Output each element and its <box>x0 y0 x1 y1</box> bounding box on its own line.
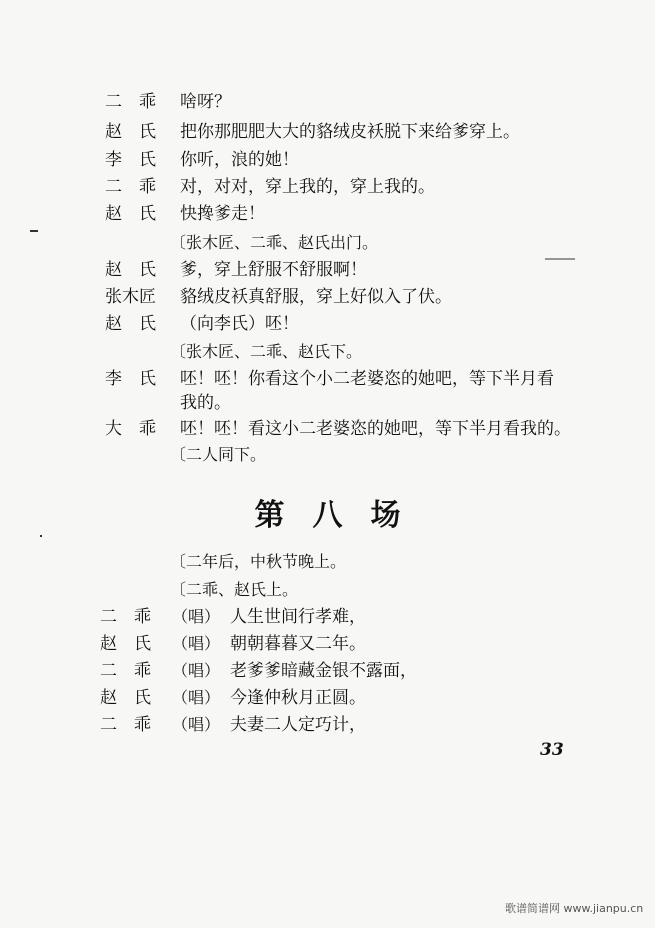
speaker: 二 乖 <box>100 661 151 681</box>
song-line-2 <box>0 629 655 659</box>
line-text: 呸！呸！看这小二老婆恣的她吧，等下半月看我的。 <box>180 419 571 439</box>
speaker: 李 氏 <box>105 369 156 389</box>
line-text: 啥呀？ <box>180 92 231 112</box>
song-line-3 <box>0 656 655 686</box>
page-number: 33 <box>540 740 564 760</box>
verse-text: 夫妻二人定巧计， <box>230 715 366 735</box>
sing-mark: （唱） <box>172 607 221 626</box>
speaker: 赵 氏 <box>105 260 156 280</box>
line-text: （向李氏）呸！ <box>180 314 299 334</box>
speaker: 张木匠 <box>105 287 156 307</box>
line-text: 貉绒皮袄真舒服，穿上好似入了伏。 <box>180 287 452 307</box>
song-line-1 <box>0 602 655 632</box>
sing-mark: （唱） <box>172 715 221 734</box>
verse-text: 人生世间行孝难， <box>230 607 366 627</box>
song-line-4 <box>0 683 655 713</box>
dialogue-line-4 <box>0 172 655 202</box>
verse-text: 今逢仲秋月正圆。 <box>230 688 366 708</box>
stage-text: 〔张木匠、二乖、赵氏下。 <box>170 342 363 361</box>
speaker: 李 氏 <box>105 150 156 170</box>
scene-title: 第八场 <box>254 498 429 533</box>
line-text: 对，对对，穿上我的，穿上我的。 <box>180 177 435 197</box>
scan-speck <box>30 230 38 232</box>
sing-mark: （唱） <box>172 688 221 707</box>
speaker: 二 乖 <box>100 715 151 735</box>
stage-text: 〔二乖、赵氏上。 <box>170 580 299 599</box>
speaker: 二 乖 <box>100 607 151 627</box>
line-text: 呸！呸！你看这个小二老婆恣的她吧，等下半月看 <box>180 369 554 389</box>
stage-text: 〔二人同下。 <box>170 445 267 464</box>
speaker: 赵 氏 <box>100 634 151 654</box>
stage-direction <box>0 547 655 577</box>
line-text: 爹，穿上舒服不舒服啊！ <box>180 260 367 280</box>
dialogue-line-3 <box>0 145 655 175</box>
dialogue-line-9 <box>0 309 655 339</box>
speaker: 二 乖 <box>105 92 156 112</box>
dialogue-line-5 <box>0 199 655 229</box>
stage-text: 〔张木匠、二乖、赵氏出门。 <box>170 233 379 252</box>
speaker: 大 乖 <box>105 419 156 439</box>
line-text: 把你那肥肥大大的貉绒皮袄脱下来给爹穿上。 <box>180 122 520 142</box>
dialogue-line-8 <box>0 282 655 312</box>
watermark: 歌谱简谱网 www.jianpu.cn <box>505 902 644 915</box>
sing-mark: （唱） <box>172 661 221 680</box>
speaker: 赵 氏 <box>105 314 156 334</box>
verse-text: 老爹爹暗藏金银不露面， <box>230 661 417 681</box>
scan-speck <box>40 535 42 537</box>
stage-text: 〔二年后，中秋节晚上。 <box>170 552 347 571</box>
dialogue-line-2 <box>0 117 655 147</box>
line-text: 我的。 <box>180 393 231 413</box>
speaker: 赵 氏 <box>105 204 156 224</box>
speaker: 赵 氏 <box>105 122 156 142</box>
song-line-5 <box>0 710 655 740</box>
dialogue-line-1 <box>0 87 655 117</box>
stage-direction <box>0 575 655 605</box>
stage-direction <box>0 337 655 367</box>
sing-mark: （唱） <box>172 634 221 653</box>
stage-direction <box>0 228 655 258</box>
speaker: 二 乖 <box>105 177 156 197</box>
stage-direction <box>0 440 655 470</box>
line-text: 你听，浪的她！ <box>180 150 299 170</box>
speaker: 赵 氏 <box>100 688 151 708</box>
verse-text: 朝朝暮暮又二年。 <box>230 634 366 654</box>
line-text: 快搀爹走！ <box>180 204 265 224</box>
scan-speck <box>545 258 575 260</box>
